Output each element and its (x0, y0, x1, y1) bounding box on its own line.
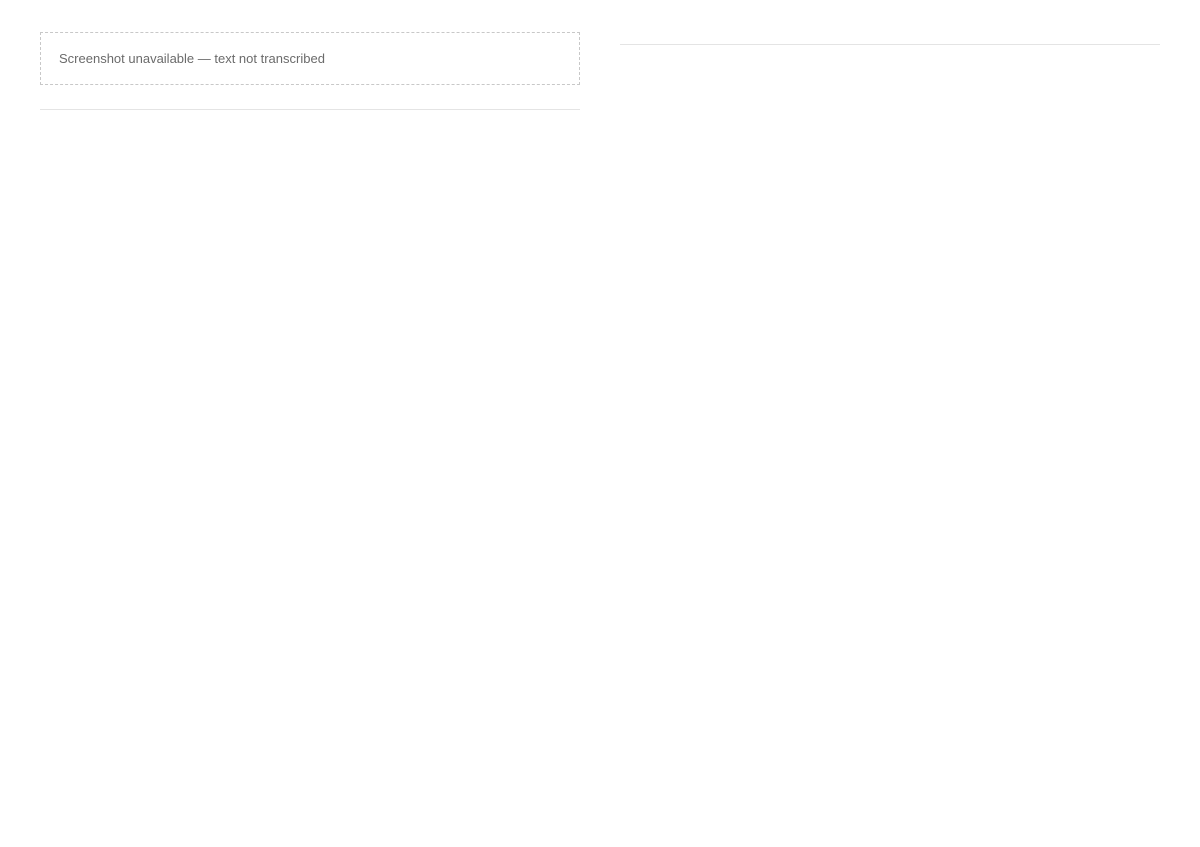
divider (40, 109, 580, 110)
placeholder-notice: Screenshot unavailable — text not transcribed (40, 32, 580, 85)
left-column (40, 32, 580, 815)
right-column (620, 32, 1160, 815)
divider (620, 44, 1160, 45)
content-area (40, 32, 1160, 815)
